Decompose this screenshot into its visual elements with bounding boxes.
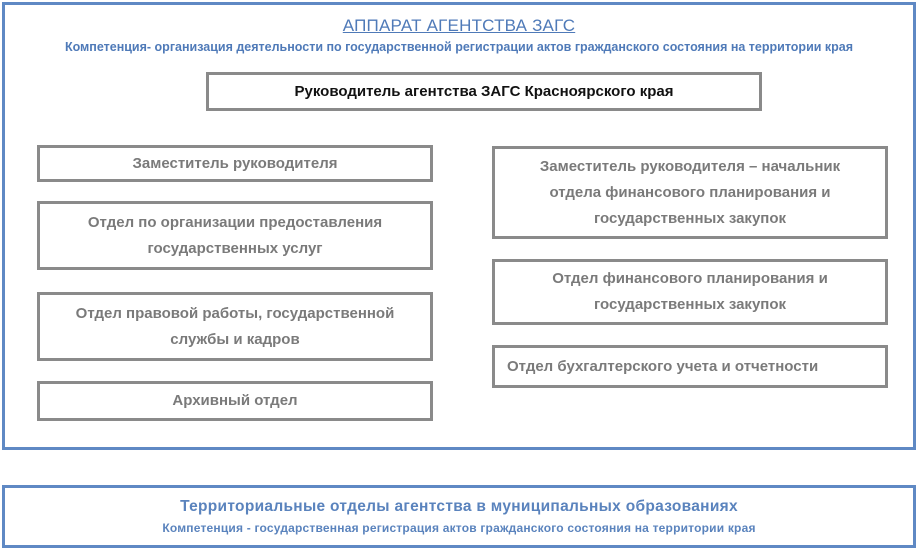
apparat-title: АППАРАТ АГЕНТСТВА ЗАГС bbox=[342, 16, 576, 35]
archive-dept-box bbox=[37, 381, 433, 421]
finance-procurement-dept-box bbox=[492, 259, 888, 325]
public-services-dept-label: Отдел по организации предоставления государственных услуг bbox=[87, 213, 383, 257]
archive-dept-label: Архивный отдел bbox=[172, 392, 298, 409]
apparat-competence: Компетенция- организация деятельности по государственной регистрации актов гражданского состояния на территории края bbox=[64, 40, 854, 54]
legal-hr-dept-label: Отдел правовой работы, государственной службы и кадров bbox=[75, 304, 395, 348]
deputy-head-label: Заместитель руководителя bbox=[132, 154, 338, 172]
public-services-dept-box bbox=[37, 201, 433, 270]
territorial-title: Территориальные отделы агентства в муниципальных образованиях bbox=[180, 498, 738, 515]
accounting-dept-box bbox=[492, 345, 888, 388]
territorial-competence: Компетенция - государственная регистрация актов гражданского состояния на территории края bbox=[162, 521, 756, 535]
deputy-head-box bbox=[37, 145, 433, 182]
deputy-head-finance-box bbox=[492, 146, 888, 239]
territorial-departments-panel bbox=[2, 485, 916, 548]
finance-procurement-dept-label: Отдел финансового планирования и государственных закупок bbox=[552, 270, 828, 313]
accounting-dept-label: Отдел бухгалтерского учета и отчетности bbox=[507, 357, 819, 375]
head-of-agency-box bbox=[206, 72, 762, 111]
head-of-agency-label: Руководитель агентства ЗАГС Красноярского края bbox=[294, 82, 674, 100]
legal-hr-dept-box bbox=[37, 292, 433, 361]
deputy-head-finance-label: Заместитель руководителя – начальник отдела финансового планирования и государственных закупок bbox=[539, 157, 841, 227]
